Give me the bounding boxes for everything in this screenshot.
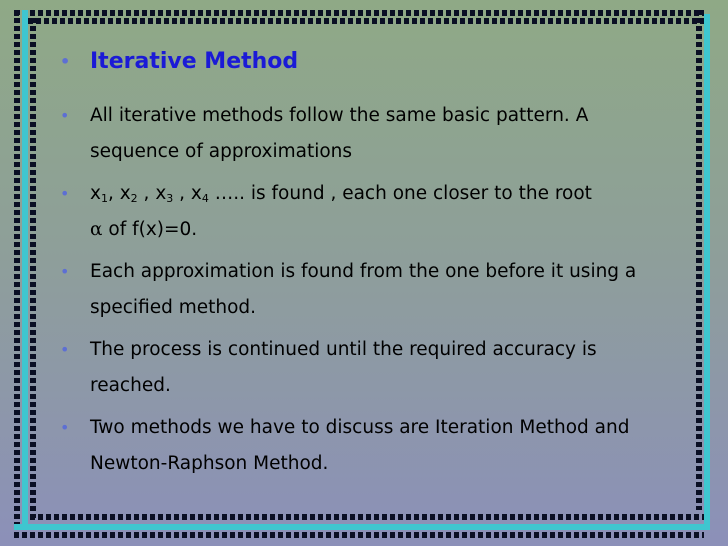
frame-bottom-border [30, 514, 704, 520]
bullet-item [60, 332, 680, 404]
bullet-text: All iterative methods follow the same basic pattern. A sequence of approximations [90, 105, 589, 162]
frame-top-border-inner [28, 18, 704, 24]
title-text: Iterative Method [90, 49, 299, 74]
frame-left-accent [22, 10, 28, 530]
frame-left-border-inner [30, 18, 36, 518]
frame-top-border [14, 10, 704, 16]
slide-content [60, 42, 680, 488]
bullet-text: The process is continued until the required accuracy is reached. [90, 339, 597, 396]
bullet-text: Each approximation is found from the one before it using a specified method. [90, 261, 637, 318]
bullet-icon: • [60, 106, 70, 125]
bullet-icon: • [60, 184, 70, 203]
slide-title [60, 42, 680, 82]
bullet-item [60, 98, 680, 170]
frame-left-border [14, 10, 20, 530]
frame-bottom-accent [14, 524, 710, 530]
bullet-text: Two methods we have to discuss are Iteration Method and Newton-Raphson Method. [90, 417, 630, 474]
frame-right-border [696, 10, 702, 510]
bullet-icon: • [60, 52, 71, 71]
frame-bottom-border-outer [14, 532, 704, 538]
bullet-item [60, 410, 680, 482]
bullet-item [60, 254, 680, 326]
bullet-item [60, 176, 680, 248]
bullet-text-line1: $x_1$, $x_2$ , $x_3$ , $x_4$ ….. is found , each one closer to the root [90, 183, 592, 205]
frame-right-accent [704, 14, 710, 530]
bullet-icon: • [60, 340, 70, 359]
bullet-icon: • [60, 262, 70, 281]
bullet-icon: • [60, 418, 70, 437]
alpha-symbol: α [90, 219, 103, 240]
bullet-text-line2: α of f(x)=0. [90, 219, 198, 240]
